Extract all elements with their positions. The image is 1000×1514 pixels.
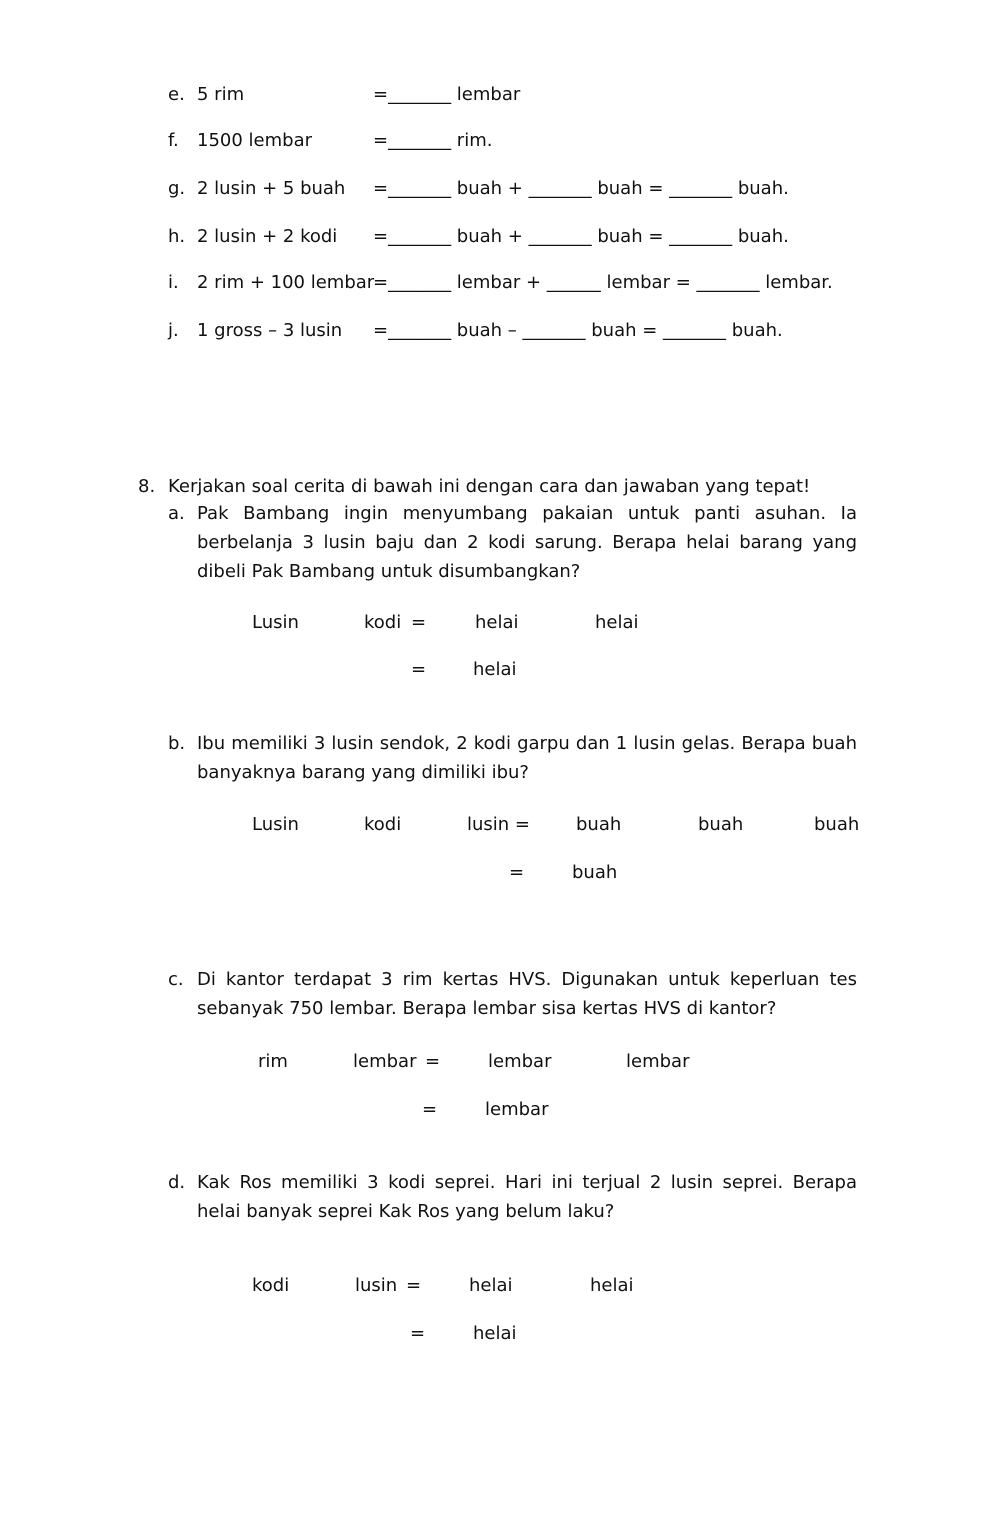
working-label: lembar [626, 1051, 690, 1072]
working-label: buah [572, 862, 618, 883]
working-label: helai [475, 612, 519, 633]
question-number: 8. [138, 476, 156, 497]
item-expression: 2 lusin + 5 buah [197, 178, 346, 199]
item-expression: 2 lusin + 2 kodi [197, 226, 338, 247]
item-expression: 1500 lembar [197, 130, 312, 151]
working-label: lembar [353, 1051, 417, 1072]
question-instruction: Kerjakan soal cerita di bawah ini dengan cara dan jawaban yang tepat! [168, 476, 811, 497]
working-label: kodi [252, 1275, 290, 1296]
working-label: buah [698, 814, 744, 835]
working-label: rim [258, 1051, 288, 1072]
working-label: kodi [364, 612, 402, 633]
item-answer-blanks: =_______ rim. [373, 130, 493, 151]
item-letter: f. [168, 130, 179, 151]
working-equals: = [509, 862, 525, 883]
working-equals: = [406, 1275, 422, 1296]
working-equals: = [411, 612, 427, 633]
working-label: buah [814, 814, 860, 835]
working-label: kodi [364, 814, 402, 835]
item-answer-blanks: =_______ lembar [373, 84, 521, 105]
item-expression: 5 rim [197, 84, 245, 105]
problem-letter: d. [168, 1172, 186, 1193]
item-expression: 2 rim + 100 lembar [197, 272, 375, 293]
item-answer-blanks: =_______ buah + _______ buah = _______ buah. [373, 226, 789, 247]
item-letter: j. [168, 320, 179, 341]
working-label: lembar [488, 1051, 552, 1072]
problem-text: Ibu memiliki 3 lusin sendok, 2 kodi garpu dan 1 lusin gelas. Berapa buah banyaknya barang yang dimiliki ibu? [197, 733, 857, 783]
item-letter: e. [168, 84, 185, 105]
item-answer-blanks: =_______ buah – _______ buah = _______ buah. [373, 320, 783, 341]
working-equals: = [422, 1099, 438, 1120]
working-label: buah [576, 814, 622, 835]
problem-text: Di kantor terdapat 3 rim kertas HVS. Digunakan untuk keperluan tes sebanyak 750 lembar. Berapa lembar sisa kertas HVS di kantor? [197, 969, 857, 1019]
problem-letter: a. [168, 503, 185, 524]
working-label: helai [595, 612, 639, 633]
working-equals: = [411, 659, 427, 680]
working-label: helai [473, 1323, 517, 1344]
working-label: helai [469, 1275, 513, 1296]
working-label: Lusin [252, 814, 299, 835]
problem-text: Kak Ros memiliki 3 kodi seprei. Hari ini terjual 2 lusin seprei. Berapa helai banyak seprei Kak Ros yang belum laku? [197, 1172, 857, 1222]
working-equals: = [425, 1051, 441, 1072]
problem-letter: c. [168, 969, 184, 990]
item-letter: h. [168, 226, 186, 247]
working-label: lusin = [467, 814, 530, 835]
problem-letter: b. [168, 733, 186, 754]
item-answer-blanks: =_______ lembar + ______ lembar = _______ lembar. [373, 272, 833, 293]
item-letter: i. [168, 272, 179, 293]
working-label: lembar [485, 1099, 549, 1120]
item-expression: 1 gross – 3 lusin [197, 320, 343, 341]
working-label: lusin [355, 1275, 398, 1296]
working-label: Lusin [252, 612, 299, 633]
problem-text: Pak Bambang ingin menyumbang pakaian untuk panti asuhan. Ia berbelanja 3 lusin baju dan 2 kodi sarung. Berapa helai barang yang dibeli Pak Bambang untuk disumbangkan? [197, 503, 857, 582]
item-letter: g. [168, 178, 186, 199]
working-equals: = [410, 1323, 426, 1344]
working-label: helai [473, 659, 517, 680]
item-answer-blanks: =_______ buah + _______ buah = _______ buah. [373, 178, 789, 199]
working-label: helai [590, 1275, 634, 1296]
